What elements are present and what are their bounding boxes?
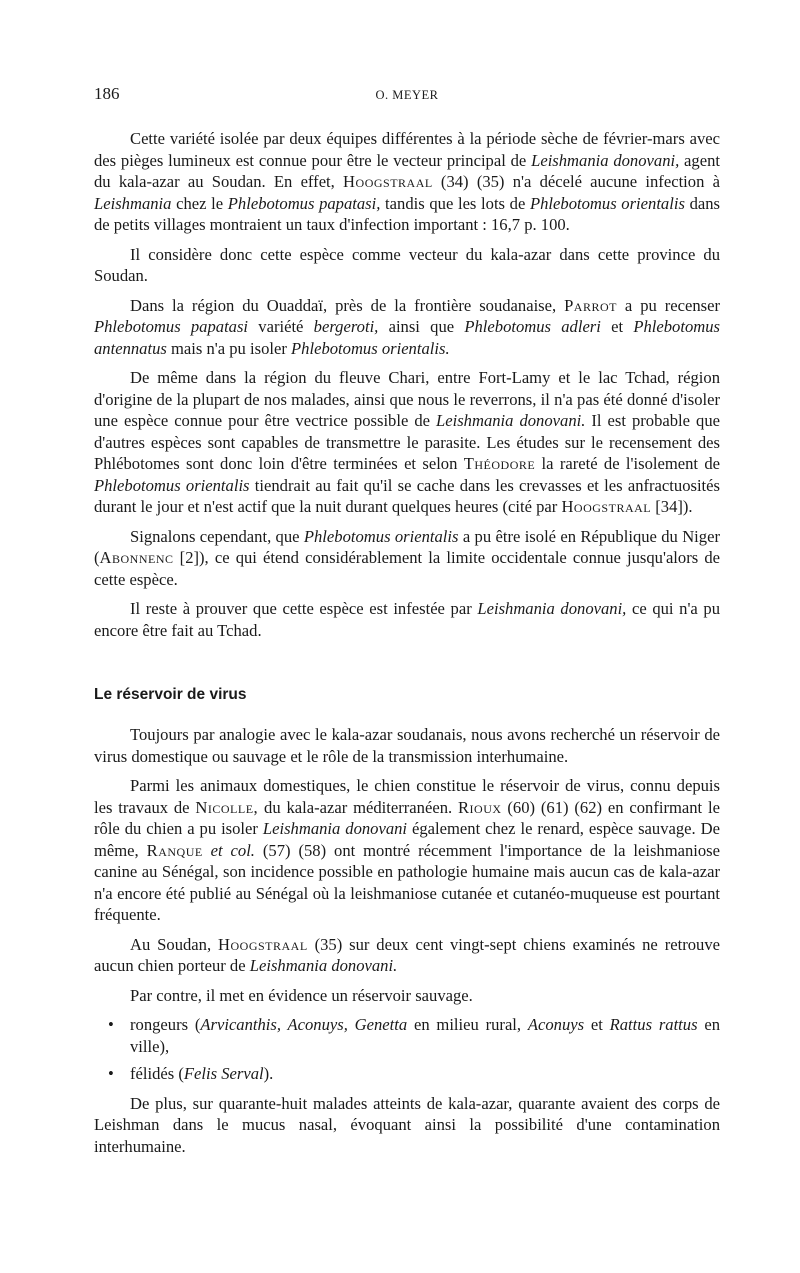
text: dans de petits villages montraient un taux d'infection important : 16,7 p. 100. [94,193,720,234]
author-name: Ranque [146,840,203,860]
text: Il est probable que d'autres espèces sont capables de transmettre le parasite. Les études sur le recensement des Phlébotomes sont donc loin d'être terminées et selon [94,411,720,473]
paragraph-chari [94,367,720,518]
text: et [584,1015,610,1034]
species-name: Phlebotomus adleri [464,317,601,336]
species-name: Phlebotomus orientalis [530,193,685,213]
text: tiendrait au fait qu'il se cache dans les crevasses et les anfractuosités durant le jour et n'est actif que la nuit durant quelques heures (cité par [94,475,720,516]
text: et [600,317,634,336]
author-name: Parrot [564,295,617,315]
species-name: bergeroti, [313,317,379,336]
species-name: Phlebotomus antennatus [94,317,720,358]
text: (60) (61) (62) en confirmant le rôle du chien a pu isoler [94,797,720,838]
text: a pu recenser [616,295,720,315]
text: mais n'a pu isoler [166,338,292,358]
text: en ville), [130,1015,720,1056]
text: (34) (35) n'a décelé aucune infection à [432,172,720,191]
author-name: Hoogstraal [561,497,652,516]
paragraph-remaining [94,598,720,641]
text: De même dans la région du fleuve Chari, entre Fort-Lamy et le lac Tchad, région d'origine de la plupart de nos malades, ainsi que nous le reverrons, il n'a pas été donné d'isoler une espèce connue pour être vectrice possible de [94,368,720,430]
text: a pu être isolé en République du Niger ( [94,526,720,567]
paragraph-soudan [94,934,720,977]
author-name: Hoogstraal [218,934,308,954]
author-name: Nicolle, [195,797,259,817]
species-name: Leishmania donovani, [531,150,680,170]
text: Cette variété isolée par deux équipes différentes à la période sèche de février-mars avec des pièges lumineux est connue pour être le vecteur principal de [94,129,720,170]
species-name: Phlebotomus orientalis [303,526,459,546]
paragraph-nasal-mucus: De plus, sur quarante-huit malades atteints de kala-azar, quarante avaient des corps de Leishman dans le mucus nasal, évoquant ainsi la possibilité d'une contamination interhumaine. [94,1093,720,1156]
species-name: Phlebotomus papatasi, [227,193,381,213]
author-name: Hoogstraal [343,172,433,191]
text: variété [248,317,314,336]
text: chez le [171,193,228,213]
species-name: Leishmania donovani, [477,599,627,618]
text: ). [263,1064,274,1083]
text: également chez le renard, espèce sauvage. De même, [94,819,720,860]
author-name: Théodore [463,454,536,473]
text: agent du kala-azar au Soudan. En effet, [94,150,720,191]
species-name: Phlebotomus orientalis [94,475,250,495]
text: (35) sur deux cent vingt-sept chiens examinés ne retrouve aucun chien porteur de [94,934,720,975]
species-name: Phlebotomus papatasi [94,317,249,336]
text: rongeurs ( [130,1015,201,1034]
species-name: Felis Serval [183,1064,264,1083]
text: [34]). [651,497,693,516]
article-body [94,128,720,1157]
text: Parmi les animaux domestiques, le chien constitue le réservoir de virus, connu depuis les travaux de [94,776,720,817]
paragraph-wild-reservoir: Par contre, il met en évidence un réservoir sauvage. [130,985,473,1005]
text: Il reste à prouver que cette espèce est infestée par [130,599,478,618]
et-col: et col. [210,840,255,860]
text: Signalons cependant, que [130,526,304,546]
running-head: O. MEYER [375,88,439,102]
section-heading: Le réservoir de virus [94,686,247,703]
list-item [94,1063,720,1085]
reservoir-list [94,1014,720,1085]
text: Au Soudan, [130,934,219,954]
paragraph-vector [94,128,720,236]
paragraph-ouaddai [94,295,720,360]
text: [2]), ce qui étend considérablement la limite occidentale connue jusqu'alors de cette espèce. [94,548,720,589]
bullet-icon: • [108,1015,114,1034]
species-name: Leishmania donovani. [436,411,586,430]
text: la rareté de l'isolement de [535,454,721,473]
author-name: Rioux [457,797,502,817]
text [203,841,211,860]
text: félidés ( [130,1064,184,1083]
paragraph-niger [94,526,720,591]
author-name: Abonnenc [99,548,174,567]
species-name: Aconuys [527,1015,585,1034]
species-name: Arvicanthis, Aconuys, Genetta [200,1015,408,1034]
species-name: Phlebotomus orientalis. [291,338,450,358]
text: (57) (58) ont montré récemment l'importance de la leishmaniose canine au Sénégal, son incidence possible en pathologie humaine mais aucun cas de kala-azar n'a encore été publié au Sénégal où la leishmaniose cutanée et cutanéo-muqueuse est pourtant fréquente. [94,840,721,924]
paragraph-analogy: Toujours par analogie avec le kala-azar soudanais, nous avons recherché un réservoir de virus domestique ou sauvage et le rôle de la transmission interhumaine. [94,725,720,766]
page-header [94,84,720,108]
text: ce qui n'a pu encore être fait au Tchad. [94,599,721,640]
paragraph-domestic [94,775,720,926]
page-number: 186 [94,84,120,103]
text: Dans la région du Ouaddaï, près de la frontière soudanaise, [130,295,565,315]
species-name: Leishmania donovani. [249,956,398,975]
text: tandis que les lots de [380,193,530,213]
text: en milieu rural, [407,1015,528,1034]
list-item [94,1014,720,1057]
bullet-icon: • [108,1064,114,1083]
species-name: Rattus rattus [609,1015,698,1034]
species-name: Leishmania donovani [262,819,408,838]
text: ainsi que [378,317,465,336]
paragraph-conclusion: Il considère donc cette espèce comme vecteur du kala-azar dans cette province du Soudan. [94,244,720,285]
species-name: Leishmania [94,193,172,213]
text: du kala-azar méditerranéen. [258,797,458,817]
